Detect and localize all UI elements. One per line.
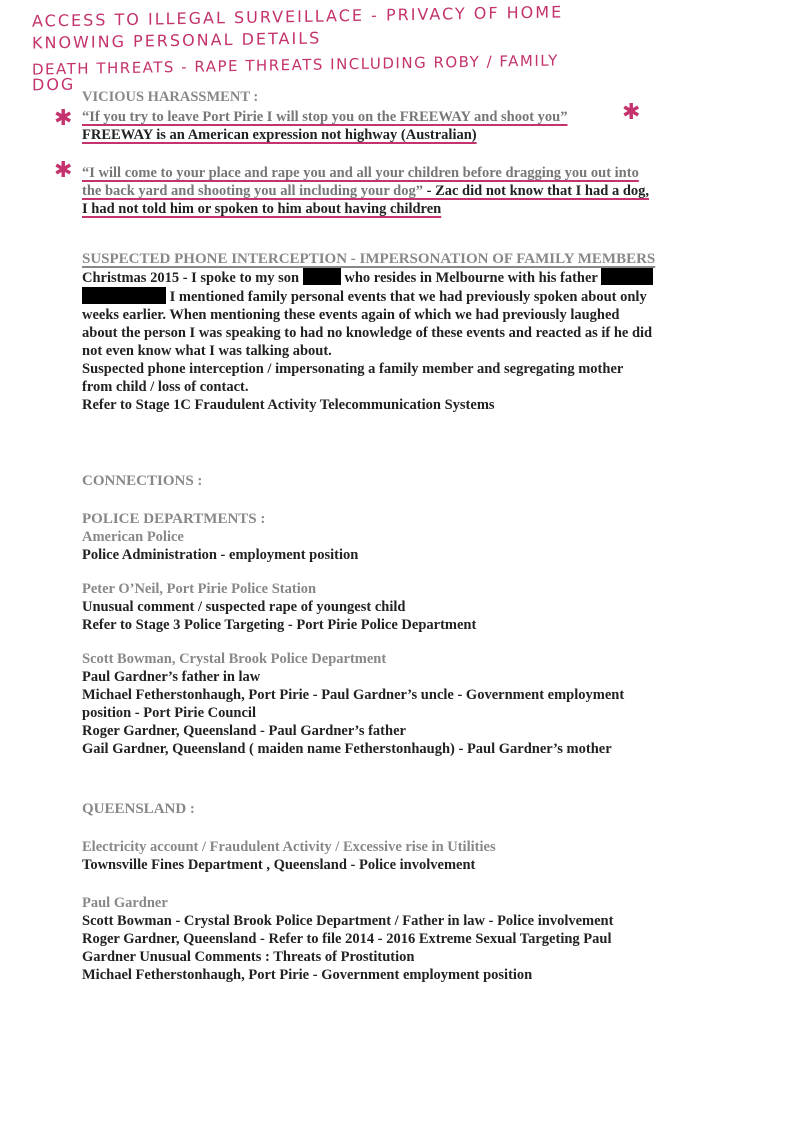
handwritten-line-4: DOG: [32, 74, 76, 95]
oneil-detail-1: Unusual comment / suspected rape of youngest child: [82, 599, 406, 615]
bowman-detail-1: Paul Gardner’s father in law: [82, 669, 261, 685]
american-police-detail: Police Administration - employment position: [82, 547, 359, 563]
handwritten-line-2: KNOWING PERSONAL DETAILS: [32, 28, 322, 53]
phone-line-5: not even know what I was talking about.: [82, 343, 332, 359]
phone-line-4: about the person I was speaking to had no knowledge of these events and reacted as if he did: [82, 325, 653, 341]
american-police-label: American Police: [82, 529, 184, 545]
phone-line-1a: Christmas 2015 - I spoke to my son: [82, 270, 300, 286]
bowman-label: Scott Bowman, Crystal Brook Police Department: [82, 651, 387, 667]
phone-line-1b: who resides in Melbourne with his father: [344, 270, 598, 286]
harassment-heading: VICIOUS HARASSMENT :: [82, 89, 259, 105]
connections-heading: CONNECTIONS :: [82, 473, 203, 489]
redaction-bar: [82, 287, 166, 304]
bowman-detail-4: Roger Gardner, Queensland - Paul Gardner’s father: [82, 723, 406, 739]
dog-note: - Zac did not know that I had a dog,: [422, 183, 650, 199]
rape-quote-line-2: the back yard and shooting you all including your dog”: [82, 183, 423, 199]
paul-detail-3: Gardner Unusual Comments : Threats of Prostitution: [82, 949, 415, 965]
oneil-label: Peter O’Neil, Port Pirie Police Station: [82, 581, 317, 597]
phone-line-7: from child / loss of contact.: [82, 379, 249, 395]
police-departments-heading: POLICE DEPARTMENTS :: [82, 511, 266, 527]
phone-line-6: Suspected phone interception / impersonating a family member and segregating mother: [82, 361, 624, 377]
redaction-bar: [303, 268, 341, 285]
redaction-bar: [601, 268, 653, 285]
oneil-detail-2: Refer to Stage 3 Police Targeting - Port Pirie Police Department: [82, 617, 477, 633]
bowman-detail-5: Gail Gardner, Queensland ( maiden name Fetherstonhaugh) - Paul Gardner’s mother: [82, 741, 612, 757]
paul-detail-2: Roger Gardner, Queensland - Refer to file 2014 - 2016 Extreme Sexual Targeting Paul: [82, 931, 612, 947]
phone-line-2: I mentioned family personal events that we had previously spoken about only: [169, 289, 647, 305]
queensland-section: [82, 800, 742, 984]
phone-line-3: weeks earlier. When mentioning these events again of which we had previously laughed: [82, 307, 620, 323]
asterisk-mark-icon: ✱: [54, 106, 73, 131]
paul-detail-4: Michael Fetherstonhaugh, Port Pirie - Government employment position: [82, 967, 533, 983]
phone-heading: SUSPECTED PHONE INTERCEPTION - IMPERSONATION OF FAMILY MEMBERS: [82, 251, 656, 267]
electricity-label: Electricity account / Fraudulent Activity / Excessive rise in Utilities: [82, 839, 496, 855]
phone-line-8: Refer to Stage 1C Fraudulent Activity Telecommunication Systems: [82, 397, 495, 413]
paul-detail-1: Scott Bowman - Crystal Brook Police Department / Father in law - Police involvement: [82, 913, 614, 929]
asterisk-mark-icon: ✱: [622, 100, 641, 125]
rape-quote-line-1: “I will come to your place and rape you and all your children before dragging you out into: [82, 165, 639, 181]
children-note: I had not told him or spoken to him about having children: [82, 201, 442, 217]
paul-gardner-label: Paul Gardner: [82, 895, 168, 911]
phone-section: [82, 250, 742, 414]
connections-section: [82, 472, 722, 758]
handwritten-line-1: ACCESS TO ILLEGAL SURVEILLACE - PRIVACY OF HOME: [32, 2, 564, 31]
asterisk-mark-icon: ✱: [54, 158, 73, 183]
bowman-detail-3: position - Port Pirie Council: [82, 705, 256, 721]
handwritten-line-3: DEATH THREATS - RAPE THREATS INCLUDING ROBY / FAMILY: [32, 51, 559, 79]
townsville-detail: Townsville Fines Department , Queensland - Police involvement: [82, 857, 476, 873]
freeway-quote: “If you try to leave Port Pirie I will stop you on the FREEWAY and shoot you”: [82, 109, 568, 125]
bowman-detail-2: Michael Fetherstonhaugh, Port Pirie - Paul Gardner’s uncle - Government employment: [82, 687, 625, 703]
freeway-note: FREEWAY is an American expression not highway (Australian): [82, 127, 477, 143]
queensland-heading: QUEENSLAND :: [82, 801, 195, 817]
